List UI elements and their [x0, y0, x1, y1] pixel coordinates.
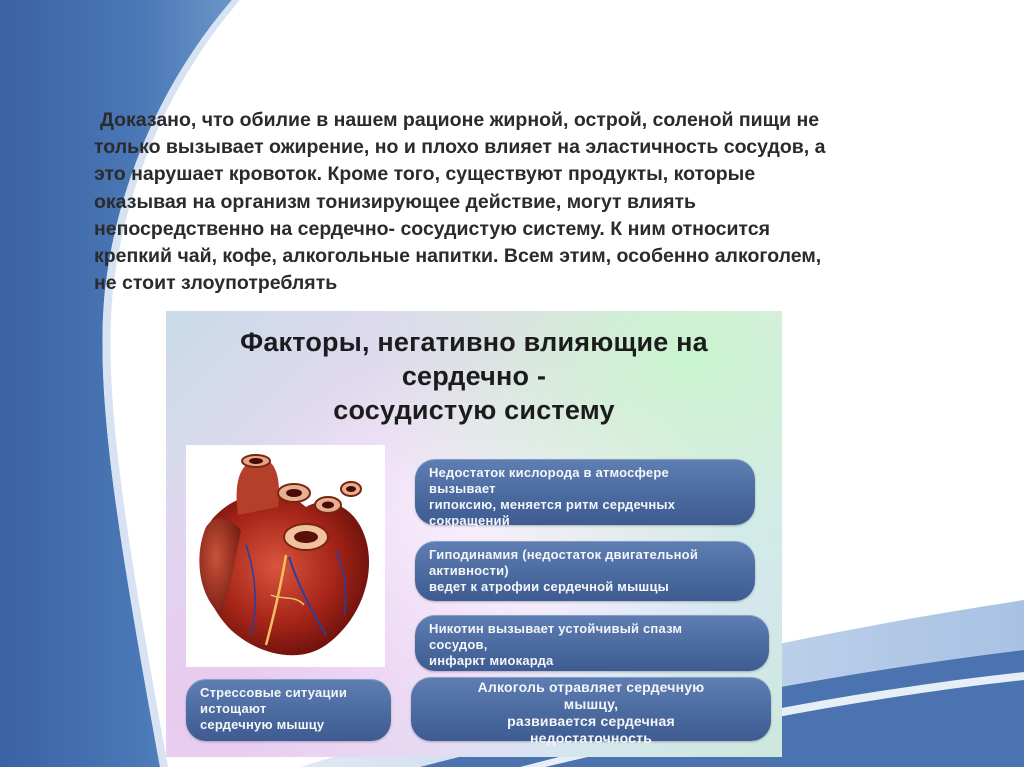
paragraph-line: не стоит злоупотреблять: [94, 272, 338, 295]
factor-oxygen: [415, 459, 755, 528]
intro-paragraph: [94, 107, 964, 297]
factor-line: ведет к атрофии сердечной мышцы: [429, 579, 669, 594]
poster-title-line: Факторы, негативно влияющие на: [240, 327, 708, 357]
poster-title-line: сосудистую систему: [333, 395, 615, 425]
factor-line: мышцу,: [563, 696, 619, 712]
factor-line: истощают: [200, 701, 267, 716]
poster-title-line: сердечно -: [401, 361, 547, 391]
factor-nicotine: [415, 615, 769, 671]
factors-poster: [166, 311, 782, 757]
factor-line: Алкоголь отравляет сердечную: [477, 679, 705, 695]
factor-alcohol: [411, 677, 771, 746]
factor-line: сердечную мышцу: [200, 717, 325, 732]
factor-stress: [186, 679, 391, 741]
factor-line: сокращений: [429, 513, 510, 528]
factor-line: вызывает: [429, 481, 496, 496]
factor-line: развивается сердечная: [507, 713, 675, 729]
factor-line: активности): [429, 563, 509, 578]
factor-line: гипоксию, меняется ритм сердечных: [429, 497, 676, 512]
paragraph-line: непосредственно на сердечно- сосудистую систему. К ним относится: [94, 217, 770, 240]
factor-hypodynamia: [415, 541, 755, 601]
heart-illustration: [186, 445, 385, 667]
paragraph-line: Доказано, что обилие в нашем рационе жирной, острой, соленой пищи не: [100, 109, 820, 131]
paragraph-line: это нарушает кровоток. Кроме того, существуют продукты, которые: [94, 163, 756, 186]
heart-image: [186, 445, 385, 667]
paragraph-line: крепкий чай, кофе, алкогольные напитки. Всем этим, особенно алкоголем,: [94, 245, 822, 268]
factor-line: Стрессовые ситуации: [200, 685, 348, 700]
paragraph-line: оказывая на организм тонизирующее действие, могут влиять: [94, 190, 697, 213]
factor-line: инфаркт миокарда: [429, 653, 554, 668]
paragraph-line: только вызывает ожирение, но и плохо влияет на эластичность сосудов, а: [94, 136, 826, 159]
factor-line: Никотин вызывает устойчивый спазм: [429, 621, 683, 636]
poster-title: [166, 325, 782, 427]
factor-line: сосудов,: [429, 637, 488, 652]
factor-line: недостаточность: [530, 730, 652, 746]
factor-line: Недостаток кислорода в атмосфере: [429, 465, 669, 480]
factor-line: Гиподинамия (недостаток двигательной: [429, 547, 699, 562]
